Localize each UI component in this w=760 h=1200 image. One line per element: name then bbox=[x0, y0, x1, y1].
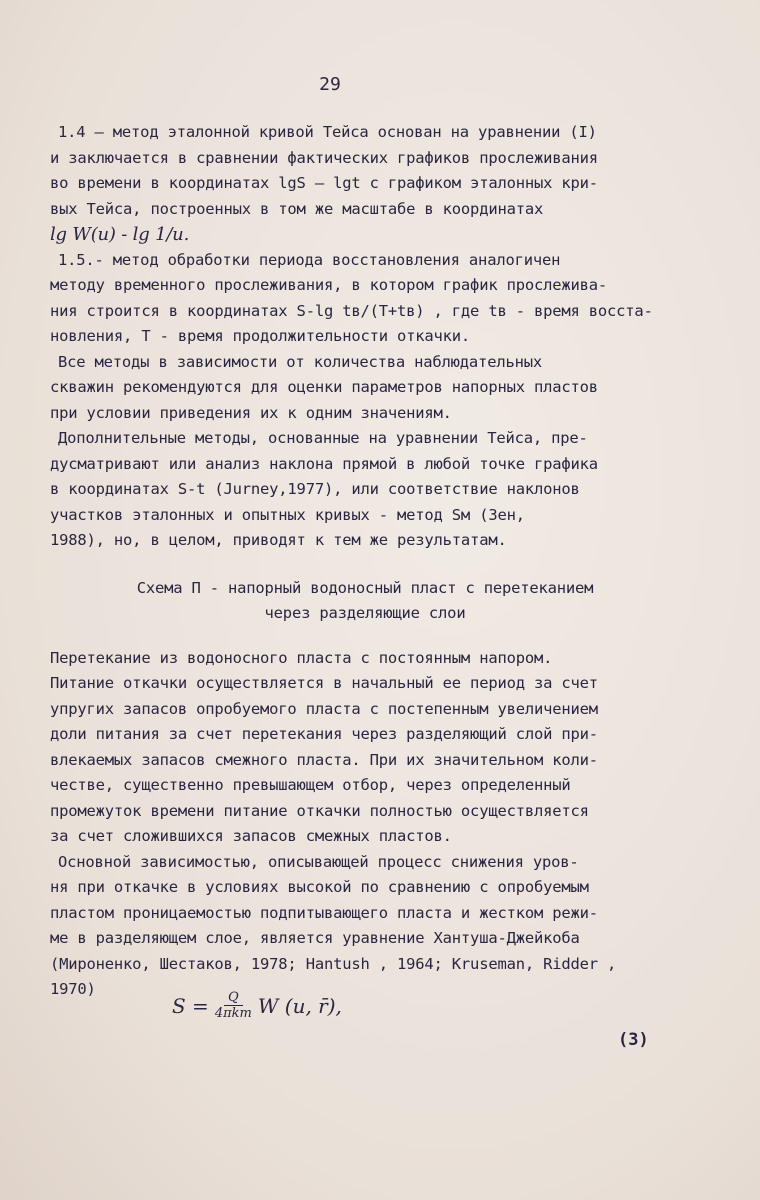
equation-numerator: Q bbox=[224, 990, 243, 1006]
text-line: 1.4 – метод эталонной кривой Тейса основан на уравнении (I) bbox=[58, 123, 597, 141]
text-line: за счет сложившихся запасов смежных пластов. bbox=[50, 827, 452, 845]
page-number: 29 bbox=[319, 74, 341, 95]
text-line: 1988), но, в целом, приводят к тем же результатам. bbox=[50, 531, 507, 549]
heading-line: Схема П - напорный водоносный пласт с перетеканием bbox=[136, 578, 594, 597]
text-line: при условии приведения их к одним значениям. bbox=[50, 403, 452, 422]
text-line: во времени в координатах lgS — lgt с графиком эталонных кри- bbox=[50, 174, 598, 192]
text-line: ния строится в координатах S-lg tв/(T+tв) , где tв - время восста- bbox=[50, 301, 653, 320]
text-line: упругих запасов опробуемого пласта с постепенным увеличением bbox=[50, 699, 598, 718]
text-line: дусматривают или анализ наклона прямой в любой точке графика bbox=[50, 454, 598, 473]
equation-rhs: W (u, r̄), bbox=[257, 993, 342, 1018]
text-line: честве, существенно превышающем отбор, через определенный bbox=[50, 776, 571, 794]
text-line: доли питания за счет перетекания через разделяющий слой при- bbox=[50, 725, 598, 743]
text-line: новления, Т - время продолжительности откачки. bbox=[50, 327, 471, 345]
text-line: вых Тейса, построенных в том же масштабе в координатах bbox=[50, 199, 544, 218]
text-line: в координатах S-t (Jurney,1977), или соответствие наклонов bbox=[50, 480, 580, 498]
section-heading bbox=[50, 576, 680, 626]
equation bbox=[172, 990, 342, 1021]
text-line: Дополнительные методы, основанные на уравнении Тейса, пре- bbox=[58, 429, 588, 447]
text-line: ня при откачке в условиях высокой по сравнению с опробуемым bbox=[50, 878, 589, 896]
body-text bbox=[50, 120, 680, 1003]
text-line: влекаемых запасов смежного пласта. При их значительном коли- bbox=[50, 750, 598, 769]
text-line: промежуток времени питание откачки полностью осуществляется bbox=[50, 801, 589, 820]
equation-lhs: S = bbox=[172, 993, 209, 1018]
text-line: методу временного прослеживания, в котором график прослежива- bbox=[50, 276, 608, 294]
text-line: и заключается в сравнении фактических графиков прослеживания bbox=[50, 148, 598, 167]
text-line: lg W(u) - lg 1/u. bbox=[50, 224, 190, 245]
text-line: пластом проницаемостью подпитывающего пласта и жестком режи- bbox=[50, 903, 598, 922]
equation-fraction bbox=[215, 990, 252, 1021]
text-line: ме в разделяющем слое, является уравнение Хантуша-Джейкоба bbox=[50, 929, 580, 947]
text-line: (Мироненко, Шестаков, 1978; Hantush , 1964; Kruseman, Ridder , bbox=[50, 954, 617, 973]
text-line: 1970) bbox=[50, 980, 96, 998]
text-line: Питание откачки осуществляется в начальный ее период за счет bbox=[50, 674, 598, 692]
equation-number: (3) bbox=[618, 1030, 649, 1050]
text-line: Перетекание из водоносного пласта с постоянным напором. bbox=[50, 648, 553, 667]
text-line: скважин рекомендуются для оценки параметров напорных пластов bbox=[50, 378, 598, 396]
text-line: Все методы в зависимости от количества наблюдательных bbox=[58, 352, 542, 371]
equation-denominator: 4πkm bbox=[214, 1006, 252, 1021]
text-line: 1.5.- метод обработки периода восстановления аналогичен bbox=[58, 250, 561, 269]
text-line: Основной зависимостью, описывающей процесс снижения уров- bbox=[58, 852, 579, 871]
text-line: участков эталонных и опытных кривых - метод Sм (Зен, bbox=[50, 505, 525, 524]
heading-line: через разделяющие слои bbox=[264, 603, 466, 622]
